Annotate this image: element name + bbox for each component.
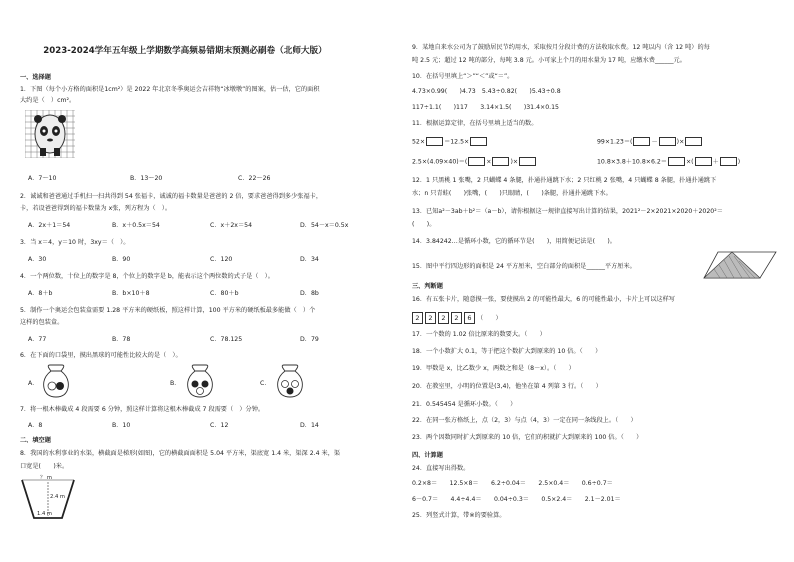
q3-option-a[interactable]: A．30 bbox=[28, 256, 47, 263]
q11-row-1-left bbox=[412, 137, 488, 147]
q9-text-2: 吨 2.5 元；超过 12 吨的部分，每吨 3.8 元。小可家上个月的用水量为 17 吨，应缴水费______元。 bbox=[412, 57, 686, 64]
q7-option-a[interactable]: A．8 bbox=[28, 422, 43, 429]
q7-text: 7．将一根木棒截成 4 段需要 6 分钟，照这样计算将这根木棒截成 7 段需要（ ）分钟。 bbox=[20, 406, 265, 413]
q5-option-c[interactable]: C．78.125 bbox=[210, 336, 243, 343]
q11-r2-part-b: × bbox=[486, 158, 492, 166]
answer-box[interactable] bbox=[633, 137, 650, 146]
q5-option-b[interactable]: B．78 bbox=[112, 336, 131, 343]
number-card: 2 bbox=[412, 312, 423, 324]
q5-text-2: 这样的包装盒。 bbox=[20, 319, 64, 326]
q11-r1-part-e: － bbox=[651, 138, 658, 146]
q1-text-2: 大约是（ ）cm²。 bbox=[20, 97, 76, 104]
answer-box[interactable] bbox=[519, 157, 536, 166]
q1-option-a[interactable]: A．7～10 bbox=[28, 175, 57, 182]
q9-text: 9．某地自来水公司为了鼓励居民节约用水，采取按月分段计费的方法收取水费。12 吨以内（含 12 吨）的每 bbox=[412, 44, 710, 51]
number-card: 2 bbox=[451, 312, 462, 324]
q11-row-2-right: 10.8×3.8＋10.8×6.2＝ ×( ＋ ) bbox=[597, 158, 741, 166]
q18-text: 18．一个小数扩大 0.1，等于把这个数扩大到原来的 10 倍。（ ） bbox=[412, 348, 602, 355]
bag-b-figure bbox=[186, 364, 214, 398]
section-fill-blank: 二、填空题 bbox=[20, 437, 51, 444]
fig8-bottom-label: 1.4 m bbox=[37, 511, 52, 517]
q11-r2-part-a: 2.5×(4.09×40)＝ bbox=[412, 158, 465, 166]
q4-text: 4．一个两位数，十位上的数字是 8，个位上的数字是 b，能表示这个两位数的式子是（ ）。 bbox=[20, 273, 274, 280]
q6-option-b[interactable]: B． bbox=[170, 380, 181, 387]
q11-r1-part-b: ＝12.5× bbox=[444, 138, 470, 146]
q12-text: 12．1 只黑桃 1 张嘴，2 只蝴蝶 4 条腿，扑通扑通跳下水；2 只红桃 2 张嘴，4 只蝴蝶 8 条腿，扑通扑通跳下 bbox=[412, 177, 717, 184]
q19-text: 19．甲数是 x，比乙数少 x，两数之和是（8－x）。（ ） bbox=[412, 365, 575, 372]
answer-box[interactable] bbox=[492, 157, 509, 166]
section-judgement: 三、判断题 bbox=[412, 283, 443, 290]
q23-text: 23．两个因数同时扩大到原来的 10 倍，它们的积就扩大到原来的 100 倍。（ ） bbox=[412, 434, 643, 441]
q10-row-2: 117÷1.1( )117 3.14×1.5( )31.4×0.15 bbox=[412, 104, 559, 111]
q11-r1-part-d: × bbox=[679, 138, 685, 146]
section-calculation: 四、计算题 bbox=[412, 452, 443, 459]
q11-r2-part-c: 10.8×3.8＋10.8×6.2＝ bbox=[597, 158, 667, 166]
fig8-top-label: ？ m bbox=[40, 475, 52, 481]
answer-box[interactable] bbox=[426, 137, 443, 146]
answer-box[interactable] bbox=[695, 157, 712, 166]
q11-r2-part-e: ＋ bbox=[712, 158, 719, 166]
number-card: 6 bbox=[464, 312, 475, 324]
q22-text: 22．在同一张方格纸上，点（2，3）与点（4，3）一定在同一条线段上。（ ） bbox=[412, 417, 637, 424]
q11-r1-part-c: 99×1.23＝ bbox=[597, 138, 631, 146]
q1-option-b[interactable]: B．13～20 bbox=[130, 175, 163, 182]
parallelogram-figure bbox=[702, 250, 778, 280]
q17-text: 17．一个数的 1.02 倍比原来的数要大。（ ） bbox=[412, 331, 546, 338]
number-card: 2 bbox=[425, 312, 436, 324]
q24-row-2: 6－0.7＝ 4.4÷4.4＝ 0.04÷0.3＝ 0.5×2.4＝ 2.1－2.01＝ bbox=[412, 496, 621, 503]
q13-text: 13．已知a²－3ab＋b²＝（a－b），请你根据这一规律直接写出计算的结果，2021²－2×2021×2020＋2020²＝ bbox=[412, 208, 723, 215]
q13-text-2: ( )。 bbox=[412, 221, 436, 228]
q3-option-d[interactable]: D．34 bbox=[300, 256, 319, 263]
q1-text: 1．下图（每个小方格的面积是1cm²）是 2022 年北京冬季奥运会吉祥物“冰墩墩”的图案，估一估，它的面积 bbox=[20, 86, 320, 93]
q2-option-a[interactable]: A．2x＋1＝54 bbox=[28, 222, 71, 229]
q4-option-d[interactable]: D．8b bbox=[300, 290, 319, 297]
q2-option-c[interactable]: C．x＋2x＝54 bbox=[210, 222, 253, 229]
bag-c-figure bbox=[276, 364, 304, 398]
q16-cards: 2 2 2 2 6 （ ） bbox=[412, 312, 502, 324]
q4-option-b[interactable]: B．b×10＋8 bbox=[112, 290, 150, 297]
left-column bbox=[20, 0, 390, 562]
q2-option-b[interactable]: B．x＋0.5x＝54 bbox=[112, 222, 160, 229]
q12-text-2: 水；n 只青蛙( )张嘴，( )只眼睛，( )条腿，扑通扑通跳下水。 bbox=[412, 190, 612, 197]
q15-text: 15．图中平行四边形的面积是 24 平方厘米，空白部分的面积是______平方厘米。 bbox=[412, 263, 636, 270]
answer-box[interactable] bbox=[720, 157, 737, 166]
q5-option-d[interactable]: D．79 bbox=[300, 336, 319, 343]
q24-row-1: 0.2×8＝ 12.5×8＝ 6.2÷0.04＝ 2.5×0.4＝ 0.6÷0.7＝ bbox=[412, 480, 613, 487]
q7-option-d[interactable]: D．14 bbox=[300, 422, 319, 429]
q11-text: 11．根据运算定律，在括号里填上适当的数。 bbox=[412, 120, 538, 127]
q3-option-b[interactable]: B．90 bbox=[112, 256, 131, 263]
q4-option-c[interactable]: C．80＋b bbox=[210, 290, 239, 297]
q16-text: 16．有五张卡片，随意摸一张，要使摸出 2 的可能性最大，6 的可能性最小，卡片上可以这样写 bbox=[412, 296, 675, 303]
q3-text: 3．当 x＝4，y＝10 时，3xy＝（ ）。 bbox=[20, 239, 130, 246]
q5-text: 5．制作一个奥运会包装盒需要 1.28 平方米的硬纸板，照这样计算，100 平方米的硬纸板最多能做（ ）个 bbox=[20, 307, 316, 314]
q4-option-a[interactable]: A．8＋b bbox=[28, 290, 53, 297]
panda-grid-figure bbox=[25, 110, 75, 158]
q2-text-2: 卡，若设爸爸得到的福卡数量为 x张，列方程为（ ）。 bbox=[20, 205, 172, 212]
q11-r2-part-d: × bbox=[685, 158, 692, 166]
q14-text: 14．3.84242…是循环小数，它的循环节是( )，用简便记法是( )。 bbox=[412, 238, 616, 245]
page-title: 2023-2024学年五年级上学期数学高频易错期末预测必刷卷（北师大版） bbox=[43, 46, 327, 56]
q6-option-c[interactable]: C． bbox=[260, 380, 271, 387]
q7-option-b[interactable]: B．10 bbox=[112, 422, 131, 429]
q6-option-a[interactable]: A． bbox=[28, 380, 39, 387]
answer-box[interactable] bbox=[668, 157, 685, 166]
section-choice: 一、选择题 bbox=[20, 74, 51, 81]
q25-text: 25．列竖式计算，带※的要验算。 bbox=[412, 512, 506, 519]
q10-row-1: 4.73×0.99( )4.73 5.43÷0.82( )5.43÷0.8 bbox=[412, 88, 561, 95]
q8-text-2: 口宽是( )米。 bbox=[20, 463, 69, 470]
q6-text: 6．在下面的口袋里，摸出黑球的可能性比较大的是（ ）。 bbox=[20, 352, 182, 359]
answer-box[interactable] bbox=[470, 137, 487, 146]
bag-a-figure bbox=[42, 364, 70, 398]
q21-text: 21．0.545454 是循环小数。（ ） bbox=[412, 401, 517, 408]
q1-option-c[interactable]: C．22～26 bbox=[238, 175, 271, 182]
number-card: 2 bbox=[438, 312, 449, 324]
q8-text: 8．我国的水利事业的水渠，横截面是梯形(如图)，它的横截面面积是 5.04 平方米，渠底宽 1.4 米，渠深 2.4 米，渠 bbox=[20, 450, 341, 457]
answer-box[interactable] bbox=[659, 137, 676, 146]
q3-option-c[interactable]: C．120 bbox=[210, 256, 233, 263]
answer-box[interactable] bbox=[468, 157, 485, 166]
q7-option-c[interactable]: C．12 bbox=[210, 422, 229, 429]
q10-text: 10．在括号里填上“＞”“＜”或“＝”。 bbox=[412, 73, 514, 80]
q2-text: 2．诚诚和爸爸通过手机扫一扫共得到 54 张福卡，诚诚的福卡数量是爸爸的 2 倍，要求爸爸得到多少张福卡， bbox=[20, 193, 323, 200]
q24-text: 24．直接写出得数。 bbox=[412, 465, 470, 472]
q2-option-d[interactable]: D．54－x＝0.5x bbox=[300, 222, 349, 229]
q11-row-2-left: 2.5×(4.09×40)＝( × )× bbox=[412, 157, 537, 167]
q20-text: 20．在教室里，小明的位置是(3,4)，他坐在第 4 列第 3 行。（ ） bbox=[412, 383, 602, 390]
q11-row-1-right: 99×1.23＝( － )× bbox=[597, 137, 703, 147]
q5-option-a[interactable]: A．77 bbox=[28, 336, 47, 343]
right-column bbox=[412, 0, 782, 562]
answer-box[interactable] bbox=[685, 137, 702, 146]
q11-r1-part-a: 52× bbox=[412, 138, 426, 146]
fig8-depth-label: 2.4 m bbox=[50, 494, 65, 500]
